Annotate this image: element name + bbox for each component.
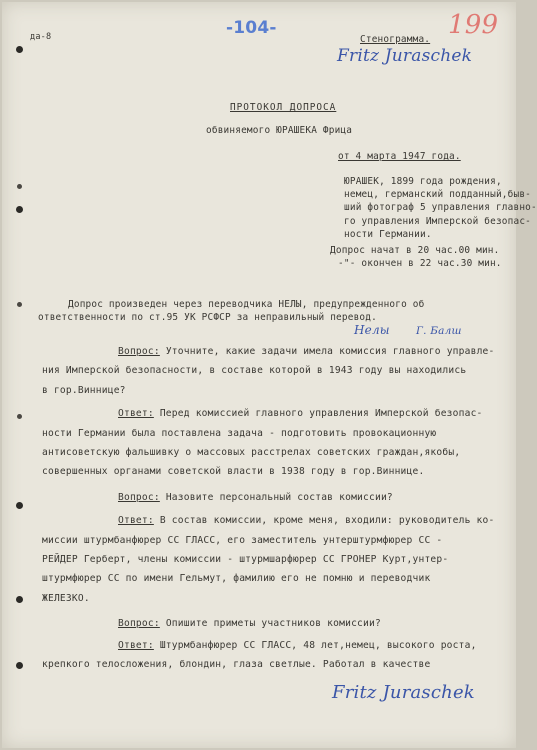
qa-answer bbox=[42, 511, 495, 608]
qa-section bbox=[42, 342, 495, 675]
qa-label: Вопрос: bbox=[118, 346, 160, 357]
qa-text: ности Германии была поставлена задача - подготовить провокационную bbox=[42, 427, 437, 439]
qa-question bbox=[42, 614, 495, 633]
binder-hole bbox=[16, 662, 23, 669]
qa-label: Вопрос: bbox=[118, 618, 160, 630]
qa-question bbox=[42, 342, 495, 400]
qa-text: Назовите персональный состав комиссии? bbox=[159, 491, 393, 503]
person-line: ЮРАШЕК, 1899 года рождения, bbox=[344, 176, 502, 187]
person-description bbox=[344, 175, 537, 241]
binder-hole bbox=[16, 206, 23, 213]
qa-label: Ответ: bbox=[118, 515, 154, 527]
document-page bbox=[2, 2, 537, 748]
qa-text: Перед комиссией главного управления Имперской безопас- bbox=[153, 408, 483, 420]
qa-text: совершенных органами советской власти в 1938 году в гор.Виннице. bbox=[42, 466, 425, 478]
time-end: -"- окончен в 22 час.30 мин. bbox=[338, 258, 502, 269]
binder-hole bbox=[17, 414, 22, 419]
qa-text: Уточните, какие задачи имела комиссия главного управле- bbox=[159, 346, 495, 357]
qa-label: Ответ: bbox=[118, 408, 154, 420]
binder-hole bbox=[16, 596, 23, 603]
qa-text: Опишите приметы участников комиссии? bbox=[159, 618, 381, 630]
qa-text: ЖЕЛЕЗКО. bbox=[42, 592, 90, 604]
qa-text: миссии штурмбанфюрер СС ГЛАСС, его заместитель унтерштурмфюрер СС - bbox=[42, 534, 443, 546]
binder-hole bbox=[16, 46, 23, 53]
stenogram-label: Стенограмма. bbox=[360, 34, 431, 45]
intro-line: ответственности по ст.95 УК РСФСР за неправильный перевод. bbox=[38, 312, 377, 323]
qa-answer bbox=[42, 404, 495, 482]
intro-line: Допрос произведен через переводчика НЕЛЫ, предупрежденного об bbox=[68, 299, 425, 310]
page-subtitle: обвиняемого ЮРАШЕКА Фрица bbox=[206, 125, 353, 136]
qa-text: антисоветскую фальшивку о массовых расстрелах советских граждан,якобы, bbox=[42, 447, 461, 459]
interpreter-signature: Нелы bbox=[354, 323, 390, 337]
person-line: ности Германии. bbox=[344, 228, 432, 240]
person-line: ший фотограф 5 управления главно- bbox=[344, 202, 537, 214]
qa-label: Ответ: bbox=[118, 639, 154, 651]
qa-text: крепкого телосложения, блондин, глаза светлые. Работал в качестве bbox=[42, 659, 431, 671]
qa-text: штурмфюрер СС по имени Гельмут, фамилию его не помню и переводчик bbox=[42, 573, 431, 585]
qa-question bbox=[42, 488, 495, 507]
binder-hole bbox=[17, 184, 22, 189]
person-line: немец, германский подданный,быв- bbox=[344, 189, 532, 201]
time-start: Допрос начат в 20 час.00 мин. bbox=[330, 245, 500, 256]
qa-text: РЕЙДЕР Герберт, члены комиссии - штурмшарфюрер СС ГРОНЕР Курт,унтер- bbox=[42, 554, 449, 566]
qa-text: в гор.Виннице? bbox=[42, 384, 126, 396]
pencil-page-number: -104- bbox=[226, 18, 277, 38]
archive-page-stamp: 199 bbox=[448, 10, 499, 40]
binder-hole bbox=[17, 302, 22, 307]
qa-text: В состав комиссии, кроме меня, входили: руководитель ко- bbox=[153, 515, 495, 527]
signature-top: Fritz Juraschek bbox=[337, 46, 473, 66]
qa-answer bbox=[42, 636, 495, 675]
binder-hole bbox=[16, 502, 23, 509]
qa-text: Штурмбанфюрер СС ГЛАСС, 48 лет,немец, высокого роста, bbox=[153, 639, 477, 651]
protocol-date: от 4 марта 1947 года. bbox=[338, 151, 461, 162]
person-line: го управления Имперской безопас- bbox=[344, 215, 532, 227]
qa-text: ния Имперской безопасности, в составе которой в 1943 году вы находились bbox=[42, 365, 467, 377]
qa-label: Вопрос: bbox=[118, 491, 160, 503]
left-mark: да-8 bbox=[30, 32, 52, 42]
interpreter-signature-caption: Г. Балш bbox=[416, 325, 462, 337]
signature-bottom: Fritz Juraschek bbox=[332, 682, 475, 703]
page-title: ПРОТОКОЛ ДОПРОСА bbox=[230, 102, 337, 113]
interrogation-times bbox=[330, 244, 502, 270]
intro-text bbox=[38, 298, 425, 324]
